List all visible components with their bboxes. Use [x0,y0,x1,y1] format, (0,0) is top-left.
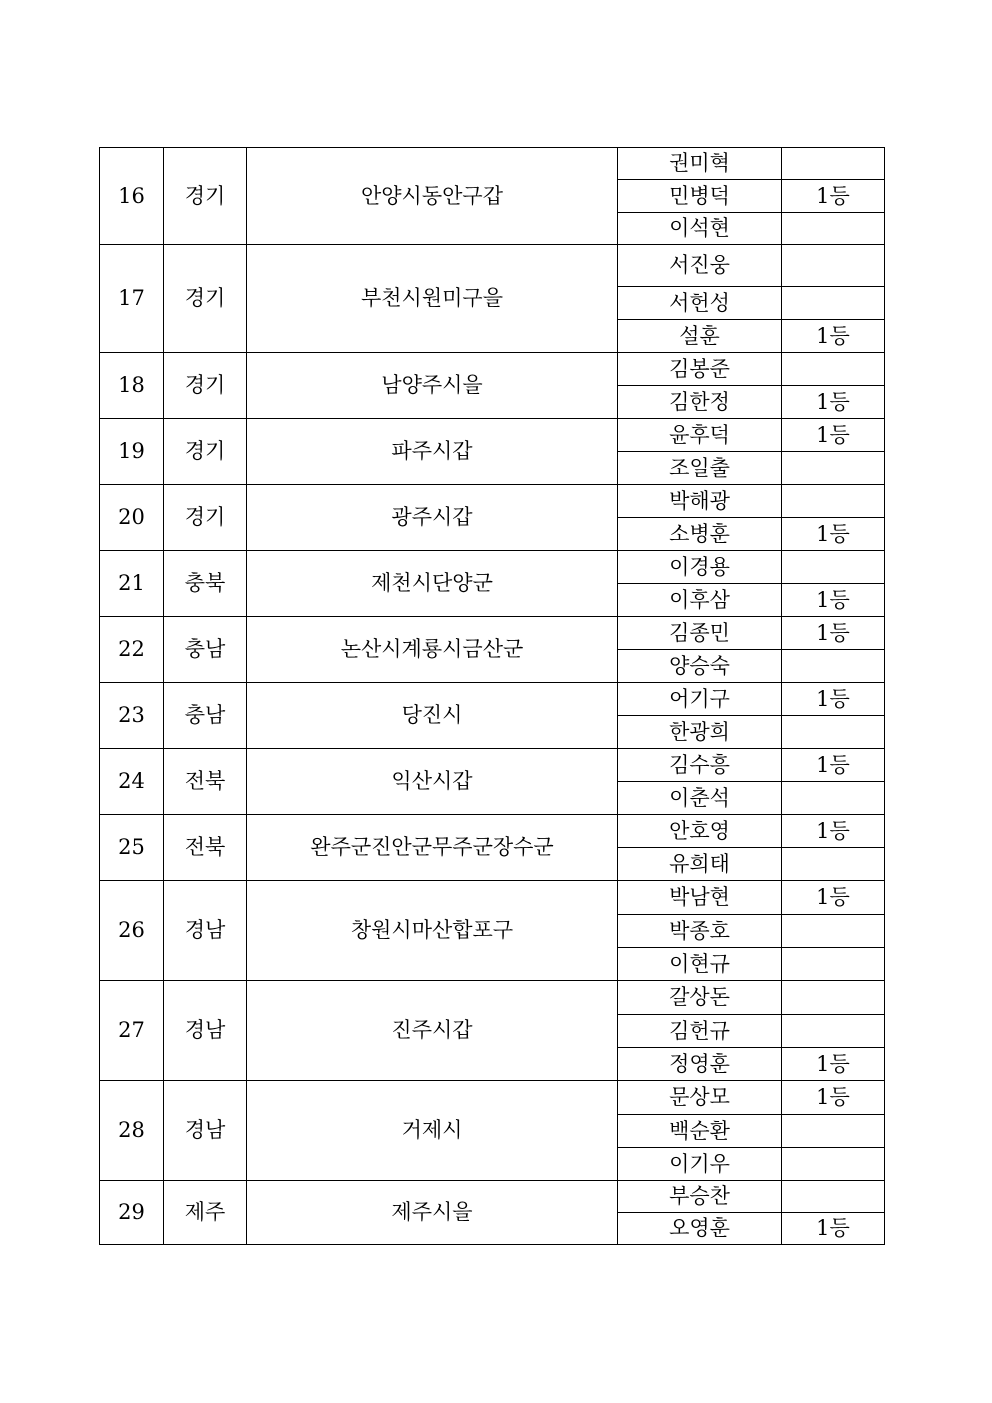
candidate-name-cell: 서진웅 [618,245,782,287]
candidate-name-cell: 김수흥 [618,749,782,782]
region-cell: 제주 [164,1181,247,1245]
district-name-cell: 광주시갑 [247,485,618,551]
result-cell: 1등 [782,749,885,782]
result-cell: 1등 [782,1213,885,1245]
result-cell [782,245,885,287]
table-row [100,245,885,287]
result-cell [782,981,885,1015]
candidate-name-cell: 오영훈 [618,1213,782,1245]
region-cell: 충남 [164,617,247,683]
candidate-name-cell: 이춘석 [618,782,782,815]
district-name-cell: 안양시동안구갑 [247,148,618,245]
district-name-cell: 익산시갑 [247,749,618,815]
table-row [100,881,885,915]
candidate-name-cell: 정영훈 [618,1048,782,1081]
region-cell: 충남 [164,683,247,749]
candidate-name-cell: 이경용 [618,551,782,584]
district-name-cell: 제천시단양군 [247,551,618,617]
result-cell: 1등 [782,881,885,915]
result-cell [782,353,885,386]
candidate-name-cell: 김봉준 [618,353,782,386]
result-cell [782,716,885,749]
district-number-cell: 18 [100,353,164,419]
result-cell [782,287,885,320]
candidate-name-cell: 김종민 [618,617,782,650]
district-number-cell: 17 [100,245,164,353]
candidate-name-cell: 조일출 [618,452,782,485]
region-cell: 경기 [164,419,247,485]
table-row [100,749,885,782]
candidate-name-cell: 김한정 [618,386,782,419]
result-cell [782,1148,885,1181]
candidate-name-cell: 박해광 [618,485,782,518]
result-cell [782,782,885,815]
result-cell: 1등 [782,683,885,716]
district-number-cell: 20 [100,485,164,551]
district-number-cell: 28 [100,1081,164,1181]
candidate-name-cell: 유희태 [618,848,782,881]
result-cell [782,213,885,245]
candidate-name-cell: 박종호 [618,915,782,948]
district-number-cell: 23 [100,683,164,749]
result-cell: 1등 [782,386,885,419]
table-row [100,551,885,584]
district-number-cell: 19 [100,419,164,485]
candidate-name-cell: 한광희 [618,716,782,749]
result-cell: 1등 [782,320,885,353]
result-cell [782,650,885,683]
table-row [100,1181,885,1213]
region-cell: 경기 [164,485,247,551]
table-row [100,148,885,180]
table-row [100,485,885,518]
result-cell: 1등 [782,518,885,551]
candidate-name-cell: 문상모 [618,1081,782,1115]
table-row [100,683,885,716]
result-cell [782,551,885,584]
table-row [100,419,885,452]
district-name-cell: 부천시원미구을 [247,245,618,353]
candidate-name-cell: 윤후덕 [618,419,782,452]
district-name-cell: 진주시갑 [247,981,618,1081]
candidate-name-cell: 안호영 [618,815,782,848]
result-cell [782,948,885,981]
result-cell [782,848,885,881]
district-name-cell: 창원시마산합포구 [247,881,618,981]
candidate-name-cell: 이기우 [618,1148,782,1181]
district-number-cell: 27 [100,981,164,1081]
region-cell: 경남 [164,1081,247,1181]
result-cell [782,148,885,180]
result-cell [782,1015,885,1048]
region-cell: 경남 [164,981,247,1081]
region-cell: 전북 [164,749,247,815]
region-cell: 경기 [164,353,247,419]
table-row [100,981,885,1015]
result-cell: 1등 [782,584,885,617]
district-name-cell: 제주시을 [247,1181,618,1245]
district-name-cell: 논산시계룡시금산군 [247,617,618,683]
result-cell [782,915,885,948]
result-cell: 1등 [782,1048,885,1081]
district-number-cell: 16 [100,148,164,245]
candidate-name-cell: 박남현 [618,881,782,915]
candidate-name-cell: 이석현 [618,213,782,245]
district-number-cell: 29 [100,1181,164,1245]
candidate-name-cell: 갈상돈 [618,981,782,1015]
district-number-cell: 25 [100,815,164,881]
candidate-name-cell: 민병덕 [618,180,782,213]
candidate-name-cell: 서헌성 [618,287,782,320]
candidate-name-cell: 양승숙 [618,650,782,683]
district-name-cell: 남양주시을 [247,353,618,419]
results-table-body [100,148,885,1245]
candidate-name-cell: 부승찬 [618,1181,782,1213]
candidate-name-cell: 권미혁 [618,148,782,180]
district-number-cell: 21 [100,551,164,617]
region-cell: 경남 [164,881,247,981]
candidate-name-cell: 설훈 [618,320,782,353]
candidate-name-cell: 백순환 [618,1115,782,1148]
result-cell [782,1115,885,1148]
region-cell: 경기 [164,245,247,353]
region-cell: 충북 [164,551,247,617]
result-cell: 1등 [782,1081,885,1115]
table-row [100,815,885,848]
results-table [99,147,885,1245]
candidate-name-cell: 소병훈 [618,518,782,551]
table-row [100,617,885,650]
result-cell: 1등 [782,180,885,213]
district-name-cell: 거제시 [247,1081,618,1181]
result-cell: 1등 [782,815,885,848]
district-name-cell: 파주시갑 [247,419,618,485]
result-cell: 1등 [782,617,885,650]
result-cell: 1등 [782,419,885,452]
result-cell [782,1181,885,1213]
district-name-cell: 완주군진안군무주군장수군 [247,815,618,881]
candidate-name-cell: 이현규 [618,948,782,981]
candidate-name-cell: 김헌규 [618,1015,782,1048]
candidate-name-cell: 이후삼 [618,584,782,617]
result-cell [782,452,885,485]
district-name-cell: 당진시 [247,683,618,749]
district-number-cell: 22 [100,617,164,683]
result-cell [782,485,885,518]
region-cell: 전북 [164,815,247,881]
district-number-cell: 26 [100,881,164,981]
table-row [100,1081,885,1115]
region-cell: 경기 [164,148,247,245]
table-row [100,353,885,386]
candidate-name-cell: 어기구 [618,683,782,716]
district-number-cell: 24 [100,749,164,815]
